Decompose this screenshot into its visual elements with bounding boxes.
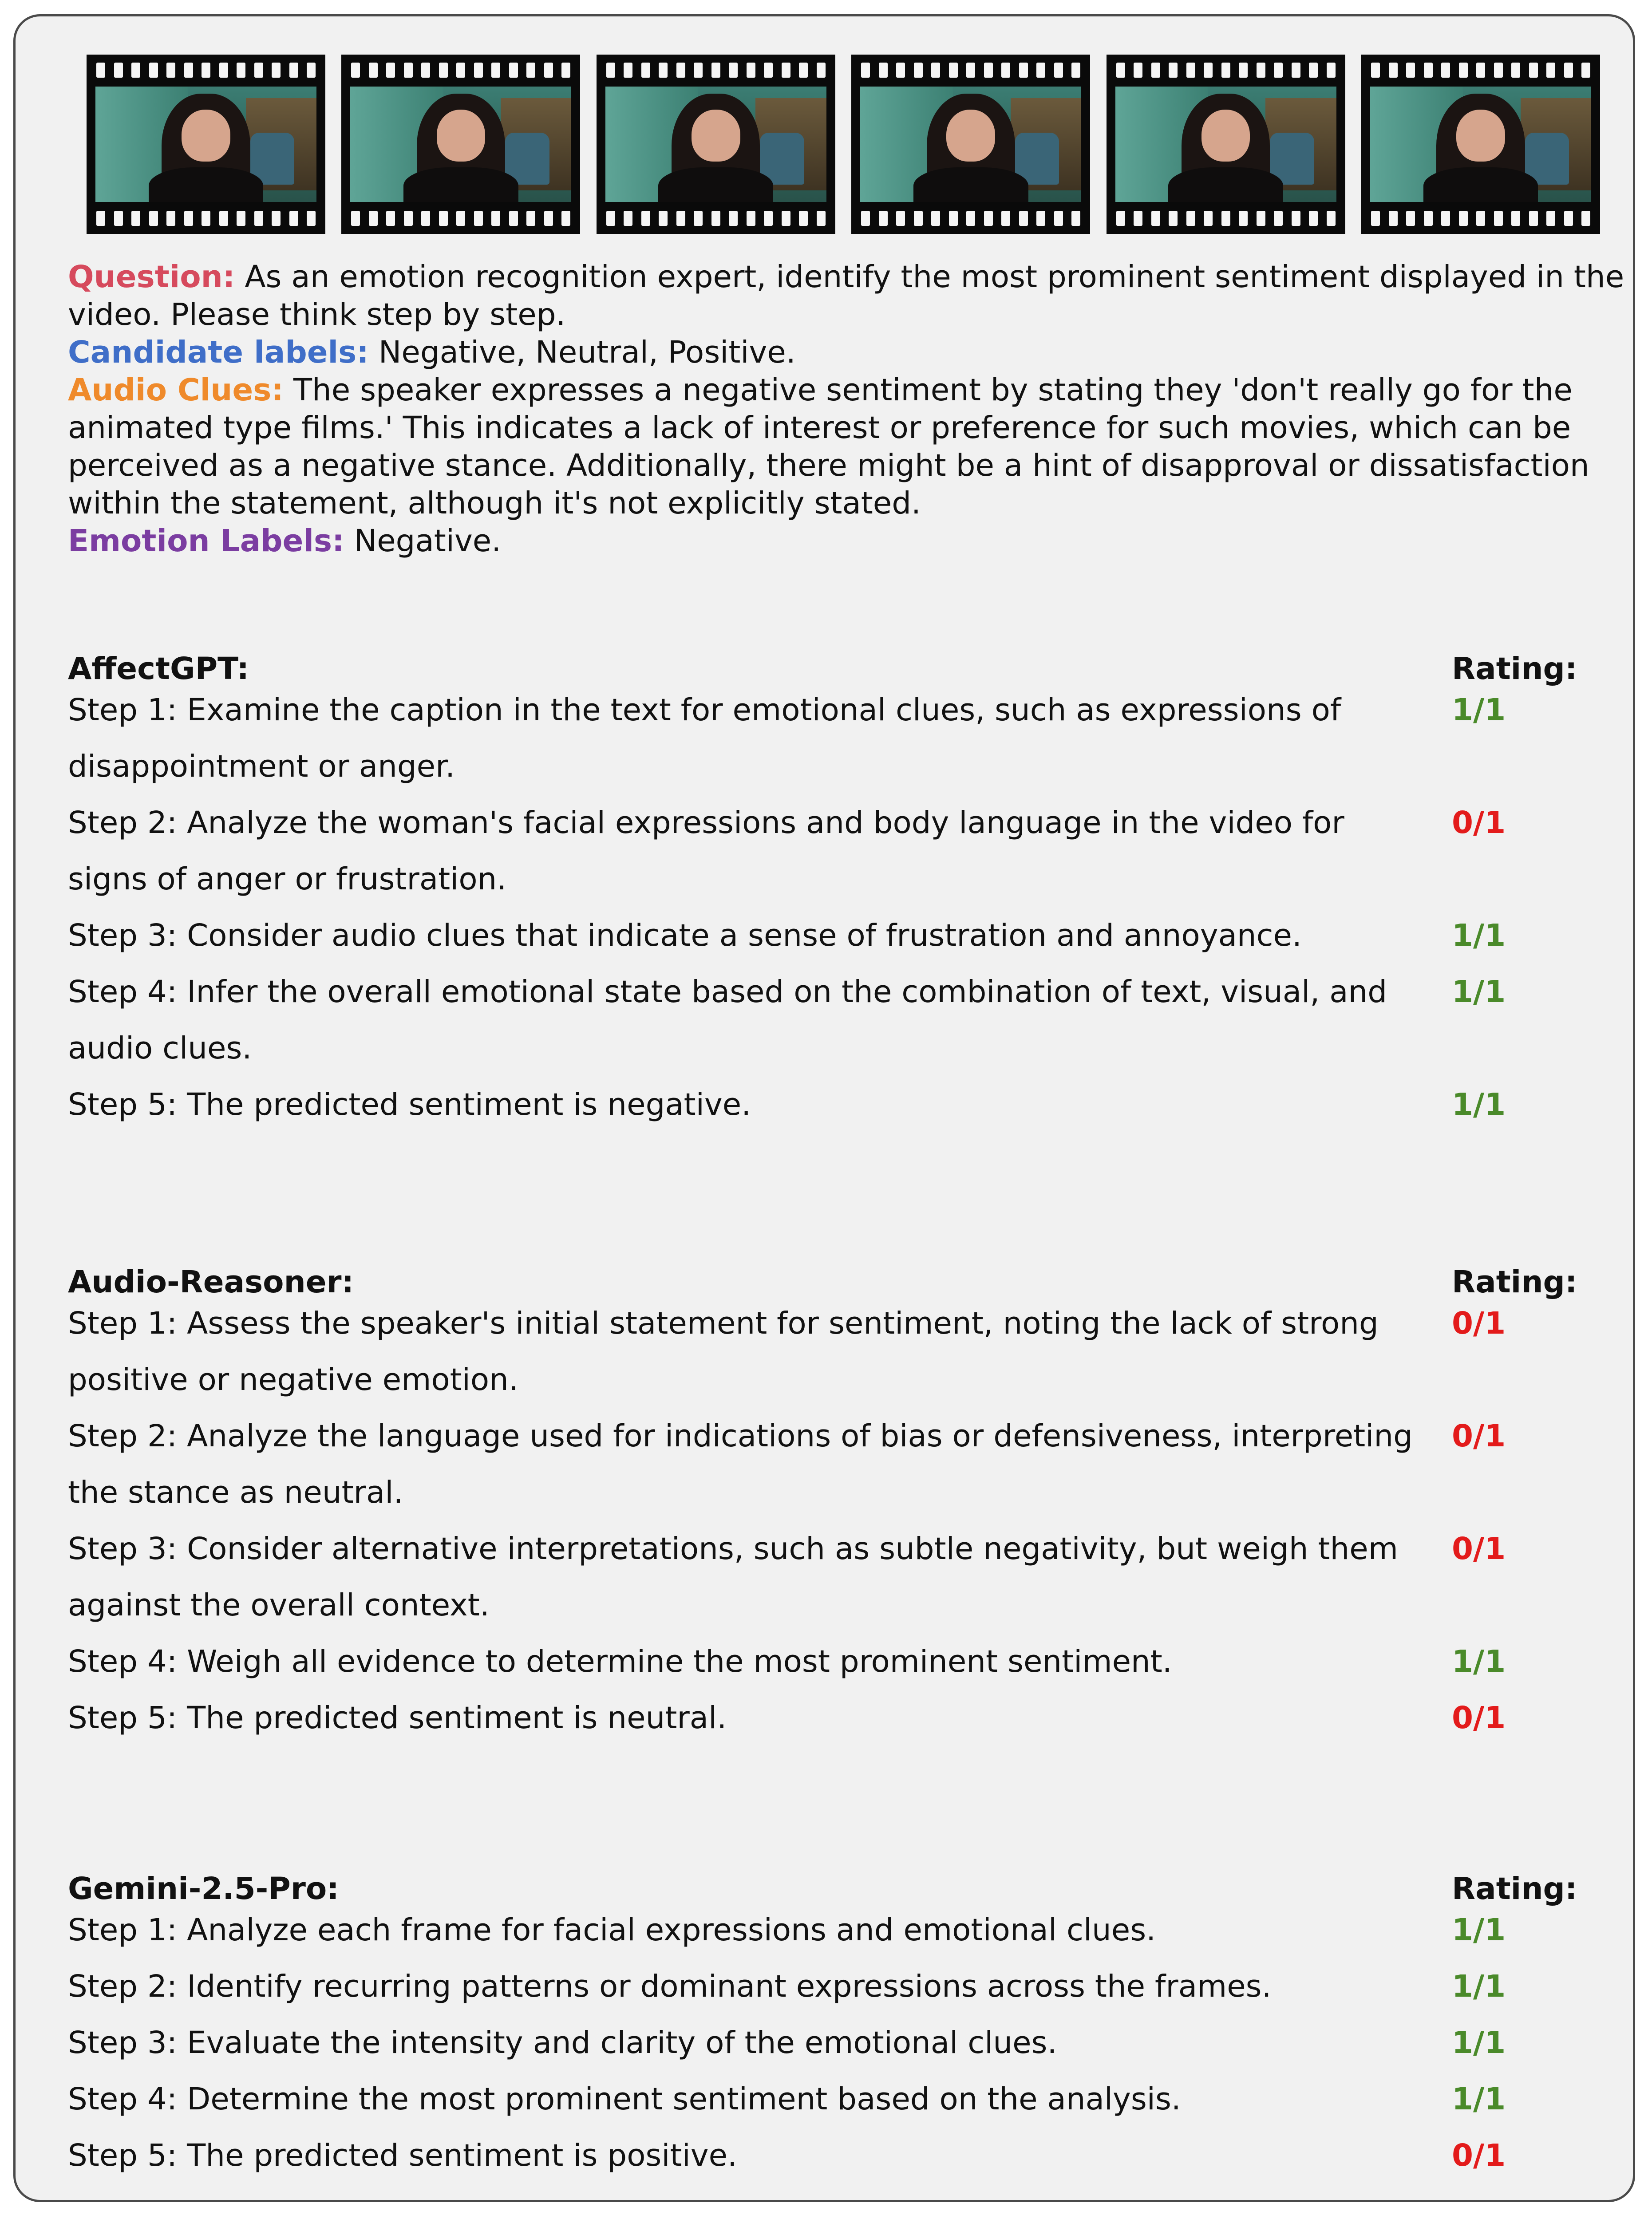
film-perforations: [351, 211, 570, 226]
step-text: Step 4: Infer the overall emotional state based on the combination of text, visual, and audio clues.: [68, 974, 1387, 1066]
video-frame: [87, 55, 325, 234]
emotion-line: [68, 522, 1630, 560]
audio-line: [68, 371, 1630, 522]
model-name: AffectGPT:: [68, 651, 249, 687]
step-text: Step 1: Examine the caption in the text for emotional clues, such as expressions of disappointment or anger.: [68, 692, 1341, 784]
step-text: Step 2: Analyze the woman's facial expressions and body language in the video for signs of anger or frustration.: [68, 805, 1344, 897]
film-perforations: [606, 211, 826, 226]
step-text: Step 5: The predicted sentiment is positive.: [68, 2138, 737, 2173]
step-text: Step 3: Evaluate the intensity and clarity of the emotional clues.: [68, 2025, 1057, 2061]
video-frame: [1107, 55, 1345, 234]
frame-image: [605, 87, 826, 202]
step-text: Step 4: Weigh all evidence to determine the most prominent sentiment.: [68, 1644, 1172, 1679]
film-perforations: [1116, 63, 1336, 78]
film-perforations: [1371, 63, 1590, 78]
model-name: Audio-Reasoner:: [68, 1264, 354, 1300]
step-text: Step 3: Consider alternative interpretations, such as subtle negativity, but weigh them against the overall context.: [68, 1531, 1398, 1623]
step-text: Step 2: Analyze the language used for indications of bias or defensiveness, interpreting the stance as neutral.: [68, 1418, 1413, 1510]
candidate-text: Negative, Neutral, Positive.: [378, 335, 796, 370]
frame-image: [350, 87, 571, 202]
step-score: 0/1: [1452, 1700, 1506, 1736]
film-perforations: [861, 63, 1080, 78]
frame-image: [1115, 87, 1336, 202]
step-score: 1/1: [1452, 1969, 1506, 2004]
candidate-label: Candidate labels:: [68, 335, 369, 370]
film-perforations: [96, 211, 316, 226]
step-score: 1/1: [1452, 974, 1506, 1010]
rating-header: Rating:: [1452, 1264, 1577, 1300]
question-text: As an emotion recognition expert, identify the most prominent sentiment displayed in the video. Please think step by step.: [68, 259, 1624, 332]
film-perforations: [606, 63, 826, 78]
film-perforations: [96, 63, 316, 78]
step-text: Step 5: The predicted sentiment is negative.: [68, 1087, 751, 1122]
rating-header: Rating:: [1452, 651, 1577, 687]
prompt-block: [68, 258, 1630, 560]
step-score: 1/1: [1452, 1912, 1506, 1948]
video-frame: [1361, 55, 1600, 234]
film-perforations: [1116, 211, 1336, 226]
emotion-text: Negative.: [354, 523, 502, 559]
film-perforations: [861, 211, 1080, 226]
step-text: Step 1: Analyze each frame for facial expressions and emotional clues.: [68, 1912, 1156, 1948]
film-perforations: [1371, 211, 1590, 226]
video-frame: [597, 55, 835, 234]
step-score: 0/1: [1452, 1306, 1506, 1341]
step-score: 1/1: [1452, 692, 1506, 728]
example-card: [13, 14, 1635, 2202]
question-line: [68, 258, 1630, 334]
step-text: Step 5: The predicted sentiment is neutral.: [68, 1700, 727, 1736]
question-label: Question:: [68, 259, 235, 295]
step-text: Step 2: Identify recurring patterns or dominant expressions across the frames.: [68, 1969, 1272, 2004]
step-text: Step 3: Consider audio clues that indicate a sense of frustration and annoyance.: [68, 918, 1302, 953]
frame-image: [860, 87, 1081, 202]
step-score: 0/1: [1452, 1418, 1506, 1454]
emotion-label: Emotion Labels:: [68, 523, 344, 559]
video-frame: [851, 55, 1090, 234]
step-score: 0/1: [1452, 805, 1506, 841]
step-score: 1/1: [1452, 2025, 1506, 2061]
step-text: Step 4: Determine the most prominent sentiment based on the analysis.: [68, 2081, 1181, 2117]
audio-text: The speaker expresses a negative sentiment by stating they 'don't really go for the animated type films.' This indicates a lack of interest or preference for such movies, which can be perceived as a negative stance. Additionally, there might be a hint of disapproval or dissatisfaction within the statement, although it's not explicitly stated.: [68, 372, 1589, 521]
video-filmstrip: [87, 55, 1600, 234]
step-score: 1/1: [1452, 1644, 1506, 1679]
frame-image: [1370, 87, 1591, 202]
rating-header: Rating:: [1452, 1871, 1577, 1907]
step-score: 1/1: [1452, 2081, 1506, 2117]
step-score: 0/1: [1452, 1531, 1506, 1567]
step-score: 0/1: [1452, 2138, 1506, 2173]
video-frame: [341, 55, 580, 234]
frame-image: [95, 87, 316, 202]
step-score: 1/1: [1452, 1087, 1506, 1122]
step-score: 1/1: [1452, 918, 1506, 953]
model-name: Gemini-2.5-Pro:: [68, 1871, 339, 1907]
step-text: Step 1: Assess the speaker's initial statement for sentiment, noting the lack of strong positive or negative emotion.: [68, 1306, 1379, 1398]
candidate-line: [68, 334, 1630, 371]
film-perforations: [351, 63, 570, 78]
audio-label: Audio Clues:: [68, 372, 284, 408]
